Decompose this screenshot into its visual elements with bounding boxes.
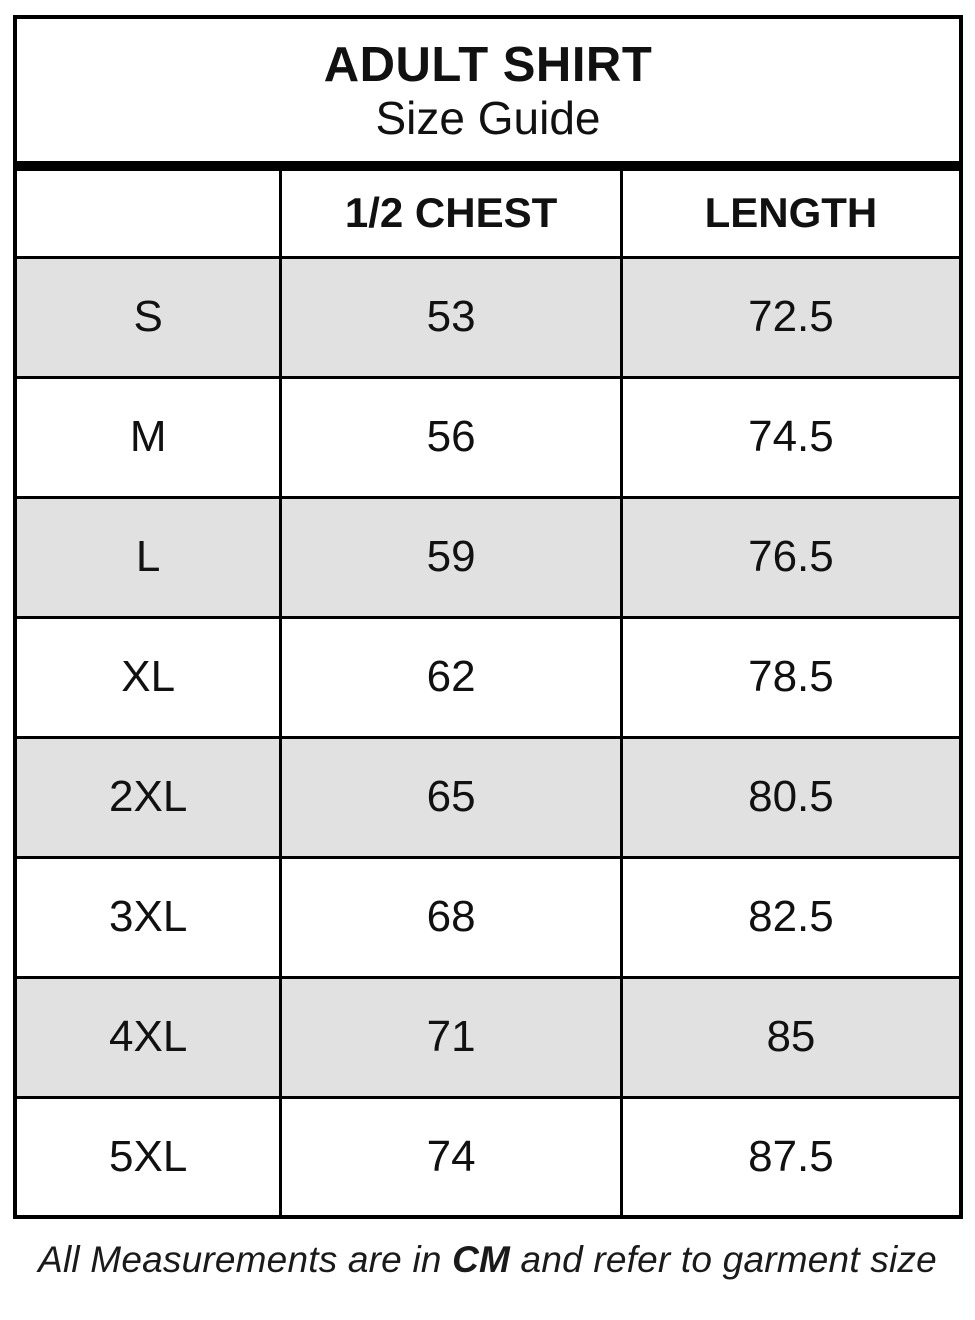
page-subtitle: Size Guide <box>375 91 601 144</box>
size-cell: 2XL <box>15 737 281 857</box>
table-row <box>15 377 961 497</box>
footnote-suffix: and refer to garment size <box>510 1239 937 1280</box>
size-cell: 4XL <box>15 977 281 1097</box>
size-guide-table <box>13 15 963 1219</box>
size-cell: M <box>15 377 281 497</box>
length-cell: 80.5 <box>621 737 961 857</box>
half-chest-cell: 71 <box>281 977 622 1097</box>
footnote-prefix: All Measurements are in <box>38 1239 453 1280</box>
column-header-half-chest: 1/2 CHEST <box>281 166 622 257</box>
length-cell: 87.5 <box>621 1097 961 1217</box>
length-cell: 74.5 <box>621 377 961 497</box>
half-chest-cell: 56 <box>281 377 622 497</box>
table-row <box>15 1097 961 1217</box>
length-cell: 85 <box>621 977 961 1097</box>
column-header-length: LENGTH <box>621 166 961 257</box>
half-chest-cell: 59 <box>281 497 622 617</box>
table-row <box>15 857 961 977</box>
title-row <box>15 17 961 166</box>
title-cell <box>15 17 961 166</box>
half-chest-cell: 53 <box>281 257 622 377</box>
length-cell: 72.5 <box>621 257 961 377</box>
length-cell: 76.5 <box>621 497 961 617</box>
table-row <box>15 617 961 737</box>
table-row <box>15 257 961 377</box>
column-header-size <box>15 166 281 257</box>
size-cell: S <box>15 257 281 377</box>
size-cell: XL <box>15 617 281 737</box>
table-row <box>15 977 961 1097</box>
size-cell: 5XL <box>15 1097 281 1217</box>
size-cell: L <box>15 497 281 617</box>
footnote-unit: CM <box>452 1239 511 1280</box>
page-title: ADULT SHIRT <box>323 37 653 92</box>
half-chest-cell: 74 <box>281 1097 622 1217</box>
footnote <box>0 1239 975 1281</box>
length-cell: 82.5 <box>621 857 961 977</box>
size-cell: 3XL <box>15 857 281 977</box>
half-chest-cell: 62 <box>281 617 622 737</box>
length-cell: 78.5 <box>621 617 961 737</box>
half-chest-cell: 68 <box>281 857 622 977</box>
table-row <box>15 737 961 857</box>
size-guide-sheet <box>0 15 975 1320</box>
half-chest-cell: 65 <box>281 737 622 857</box>
table-row <box>15 497 961 617</box>
column-header-row <box>15 166 961 257</box>
